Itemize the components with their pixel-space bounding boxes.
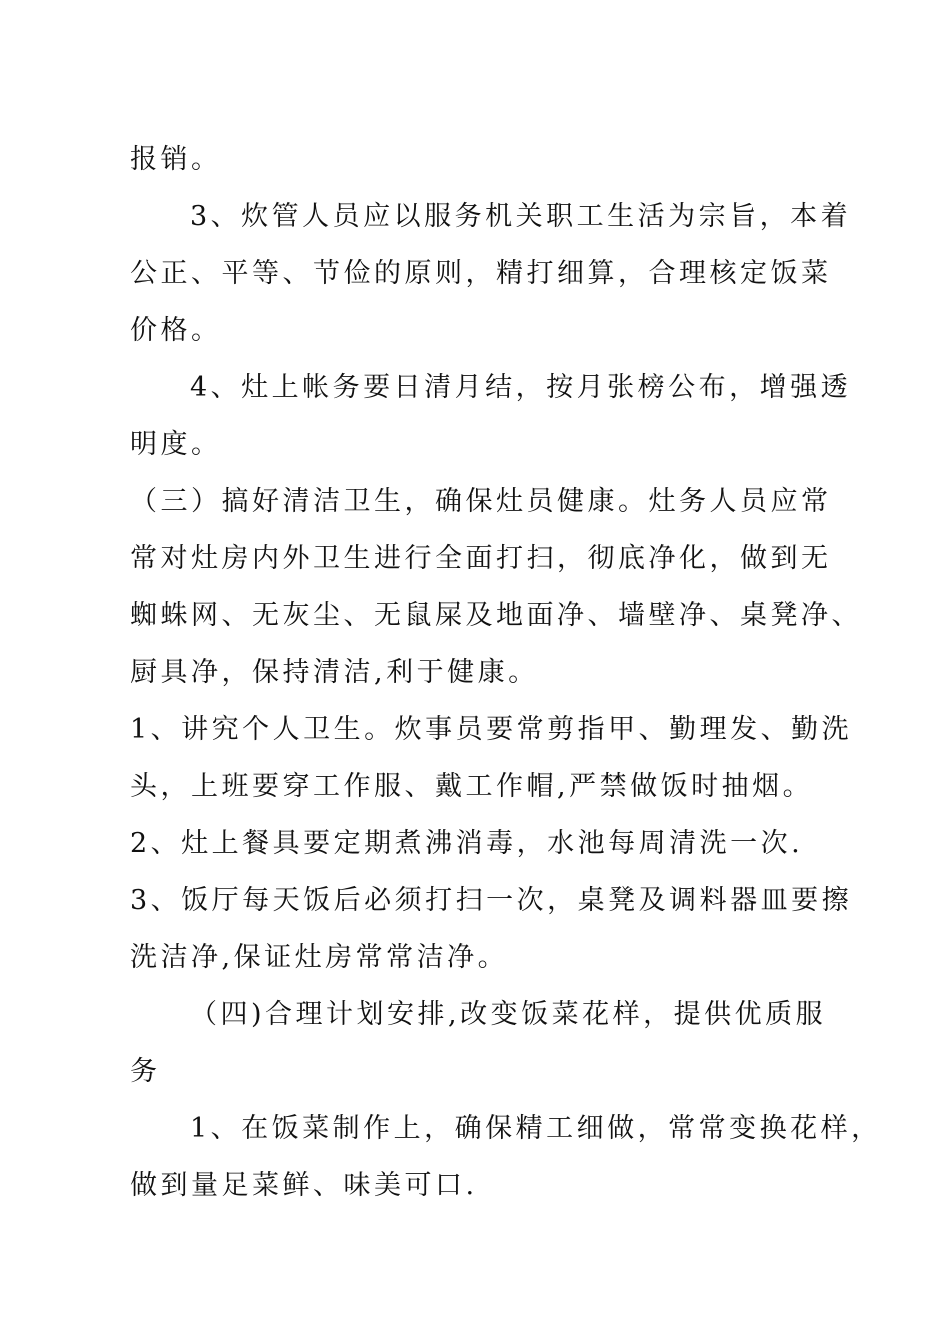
text-line-18: 1、在饭菜制作上，确保精工细做，常常变换花样， [190,1113,882,1144]
text-line-9: 蜘蛛网、无灰尘、无鼠屎及地面净、墙壁净、桌凳净、 [130,600,862,631]
text-line-17: 务 [130,1056,161,1087]
section-heading-3: （三）搞好清洁卫生，确保灶员健康。灶务人员应常 [130,486,832,517]
text-line-10: 厨具净，保持清洁,利于健康。 [130,657,539,688]
text-line-5: 4、灶上帐务要日清月结，按月张榜公布，增强透 [190,372,852,403]
text-line-19: 做到量足菜鲜、味美可口. [130,1170,478,1201]
text-line-12: 头，上班要穿工作服、戴工作帽,严禁做饭时抽烟。 [130,771,814,802]
text-line-13: 2、灶上餐具要定期煮沸消毒，水池每周清洗一次. [130,828,804,859]
text-line-3: 公正、平等、节俭的原则，精打细算，合理核定饭菜 [130,258,832,289]
text-line-2: 3、炊管人员应以服务机关职工生活为宗旨，本着 [190,201,852,232]
text-line-14: 3、饭厅每天饭后必须打扫一次，桌凳及调料器皿要擦 [130,885,853,916]
text-line-15: 洗洁净,保证灶房常常洁净。 [130,942,509,973]
text-line-6: 明度。 [130,429,222,460]
text-line-11: 1、讲究个人卫生。炊事员要常剪指甲、勤理发、勤洗 [130,714,853,745]
text-line-8: 常对灶房内外卫生进行全面打扫，彻底净化，做到无 [130,543,832,574]
text-line-1: 报销。 [130,144,222,175]
section-heading-4: （四)合理计划安排,改变饭菜花样，提供优质服 [190,999,827,1030]
text-line-4: 价格。 [130,315,222,346]
